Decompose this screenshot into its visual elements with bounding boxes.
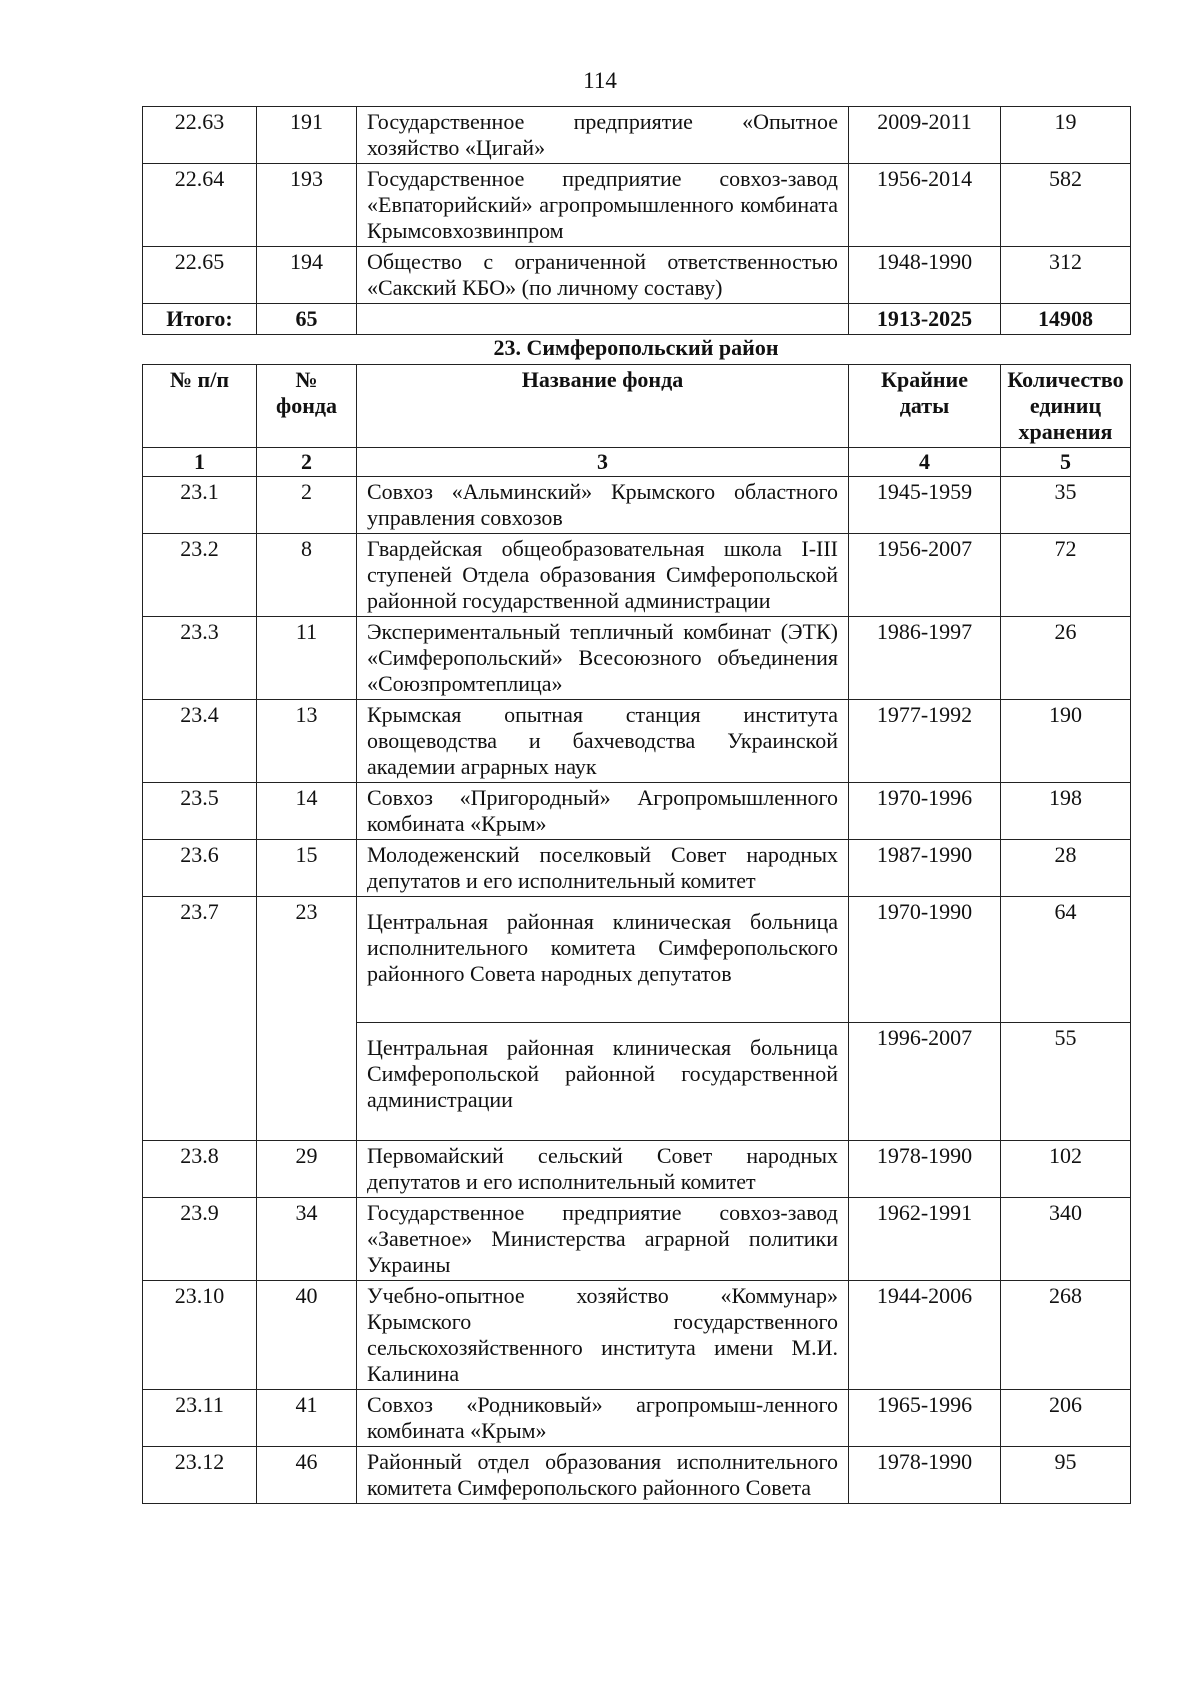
section-title: 23. Симферопольский район bbox=[493, 335, 779, 360]
fund-name: Совхоз «Альминский» Крымского областного управления совхозов bbox=[357, 477, 849, 534]
header-name: Название фонда bbox=[357, 365, 849, 448]
fund-name: Экспериментальный тепличный комбинат (ЭТК) «Симферопольский» Всесоюзного объединения «Союзпромтеплица» bbox=[357, 617, 849, 700]
date-range: 1965-1996 bbox=[849, 1390, 1001, 1447]
fund-number: 41 bbox=[257, 1390, 357, 1447]
table-row bbox=[143, 1141, 1131, 1198]
table-row bbox=[143, 700, 1131, 783]
row-number: 22.65 bbox=[143, 247, 257, 304]
date-range: 1970-1990 bbox=[849, 897, 1001, 1023]
fund-number: 8 bbox=[257, 534, 357, 617]
storage-units: 64 bbox=[1001, 897, 1131, 1023]
storage-units: 26 bbox=[1001, 617, 1131, 700]
storage-units: 95 bbox=[1001, 1447, 1131, 1504]
fund-name: Совхоз «Родниковый» агропромыш-ленного комбината «Крым» bbox=[357, 1390, 849, 1447]
storage-units: 312 bbox=[1001, 247, 1131, 304]
date-range: 1956-2014 bbox=[849, 164, 1001, 247]
row-number: 23.1 bbox=[143, 477, 257, 534]
row-number: 22.63 bbox=[143, 107, 257, 164]
fund-number: 193 bbox=[257, 164, 357, 247]
funds-table bbox=[142, 364, 1131, 1504]
fund-name: Государственное предприятие совхоз-завод «Евпаторийский» агропромышленного комбината Крымсовхозвинпром bbox=[357, 164, 849, 247]
table-row bbox=[143, 164, 1131, 247]
table-row bbox=[143, 247, 1131, 304]
row-number: 22.64 bbox=[143, 164, 257, 247]
column-number-row bbox=[143, 448, 1131, 477]
fund-number: 2 bbox=[257, 477, 357, 534]
header-fund: № фонда bbox=[257, 365, 357, 448]
fund-number: 34 bbox=[257, 1198, 357, 1281]
fund-number: 15 bbox=[257, 840, 357, 897]
storage-units: 198 bbox=[1001, 783, 1131, 840]
header-dates: Крайние даты bbox=[849, 365, 1001, 448]
row-number: 23.10 bbox=[143, 1281, 257, 1390]
storage-units: 268 bbox=[1001, 1281, 1131, 1390]
table-row bbox=[143, 1198, 1131, 1281]
table-row bbox=[143, 534, 1131, 617]
fund-name: Крымская опытная станция института овощеводства и бахчеводства Украинской академии аграрных наук bbox=[357, 700, 849, 783]
date-range: 1956-2007 bbox=[849, 534, 1001, 617]
fund-name: Центральная районная клиническая больница Симферопольской районной государственной администрации bbox=[357, 1023, 849, 1141]
table-row bbox=[143, 1390, 1131, 1447]
date-range: 1948-1990 bbox=[849, 247, 1001, 304]
storage-units: 582 bbox=[1001, 164, 1131, 247]
row-number: 23.2 bbox=[143, 534, 257, 617]
total-empty-cell bbox=[357, 304, 849, 335]
fund-number: 23 bbox=[257, 897, 357, 1141]
fund-number: 191 bbox=[257, 107, 357, 164]
storage-units: 35 bbox=[1001, 477, 1131, 534]
fund-number: 13 bbox=[257, 700, 357, 783]
storage-units: 206 bbox=[1001, 1390, 1131, 1447]
row-number: 23.9 bbox=[143, 1198, 257, 1281]
date-range: 1944-2006 bbox=[849, 1281, 1001, 1390]
total-dates: 1913-2025 bbox=[849, 304, 1001, 335]
storage-units: 19 bbox=[1001, 107, 1131, 164]
table-row bbox=[143, 840, 1131, 897]
fund-name: Учебно-опытное хозяйство «Коммунар» Крымского государственного сельскохозяйственного института имени М.И. Калинина bbox=[357, 1281, 849, 1390]
storage-units: 102 bbox=[1001, 1141, 1131, 1198]
row-number: 23.4 bbox=[143, 700, 257, 783]
date-range: 1945-1959 bbox=[849, 477, 1001, 534]
fund-name: Первомайский сельский Совет народных депутатов и его исполнительный комитет bbox=[357, 1141, 849, 1198]
fund-number: 194 bbox=[257, 247, 357, 304]
header-no: № п/п bbox=[143, 365, 257, 448]
storage-units: 72 bbox=[1001, 534, 1131, 617]
column-number: 4 bbox=[849, 448, 1001, 477]
row-number: 23.12 bbox=[143, 1447, 257, 1504]
total-count: 14908 bbox=[1001, 304, 1131, 335]
table-row bbox=[143, 783, 1131, 840]
total-funds: 65 bbox=[257, 304, 357, 335]
table-row bbox=[143, 617, 1131, 700]
fund-number: 14 bbox=[257, 783, 357, 840]
table-row bbox=[143, 107, 1131, 164]
fund-name: Государственное предприятие совхоз-завод «Заветное» Министерства аграрной политики Украины bbox=[357, 1198, 849, 1281]
row-number: 23.5 bbox=[143, 783, 257, 840]
fund-number: 11 bbox=[257, 617, 357, 700]
date-range: 1977-1992 bbox=[849, 700, 1001, 783]
column-number: 2 bbox=[257, 448, 357, 477]
storage-units: 190 bbox=[1001, 700, 1131, 783]
row-number: 23.6 bbox=[143, 840, 257, 897]
fund-name: Районный отдел образования исполнительного комитета Симферопольского районного Совета bbox=[357, 1447, 849, 1504]
fund-name: Государственное предприятие «Опытное хозяйство «Цигай» bbox=[357, 107, 849, 164]
row-number: 23.7 bbox=[143, 897, 257, 1141]
date-range: 1996-2007 bbox=[849, 1023, 1001, 1141]
column-number: 1 bbox=[143, 448, 257, 477]
header-row bbox=[143, 365, 1131, 448]
row-number: 23.11 bbox=[143, 1390, 257, 1447]
storage-units: 55 bbox=[1001, 1023, 1131, 1141]
fund-name: Совхоз «Пригородный» Агропромышленного комбината «Крым» bbox=[357, 783, 849, 840]
date-range: 1978-1990 bbox=[849, 1141, 1001, 1198]
date-range: 1987-1990 bbox=[849, 840, 1001, 897]
column-number: 5 bbox=[1001, 448, 1131, 477]
fund-number: 29 bbox=[257, 1141, 357, 1198]
fund-name: Гвардейская общеобразовательная школа I-III ступеней Отдела образования Симферопольской районной государственной администрации bbox=[357, 534, 849, 617]
total-row bbox=[143, 304, 1131, 335]
fund-name: Молодеженский поселковый Совет народных депутатов и его исполнительный комитет bbox=[357, 840, 849, 897]
table-row bbox=[143, 897, 1131, 1023]
table-row bbox=[143, 1281, 1131, 1390]
table-row bbox=[143, 1447, 1131, 1504]
row-number: 23.8 bbox=[143, 1141, 257, 1198]
storage-units: 340 bbox=[1001, 1198, 1131, 1281]
storage-units: 28 bbox=[1001, 840, 1131, 897]
date-range: 1978-1990 bbox=[849, 1447, 1001, 1504]
fund-number: 40 bbox=[257, 1281, 357, 1390]
date-range: 2009-2011 bbox=[849, 107, 1001, 164]
date-range: 1962-1991 bbox=[849, 1198, 1001, 1281]
continued-table bbox=[142, 106, 1131, 335]
total-label: Итого: bbox=[143, 304, 257, 335]
header-count: Количество единиц хранения bbox=[1001, 365, 1131, 448]
fund-name: Общество с ограниченной ответственностью «Сакский КБО» (по личному составу) bbox=[357, 247, 849, 304]
date-range: 1986-1997 bbox=[849, 617, 1001, 700]
fund-number: 46 bbox=[257, 1447, 357, 1504]
page-number: 114 bbox=[583, 68, 617, 93]
column-number: 3 bbox=[357, 448, 849, 477]
date-range: 1970-1996 bbox=[849, 783, 1001, 840]
fund-name: Центральная районная клиническая больница исполнительного комитета Симферопольского районного Совета народных депутатов bbox=[357, 897, 849, 1023]
row-number: 23.3 bbox=[143, 617, 257, 700]
table-row bbox=[143, 477, 1131, 534]
